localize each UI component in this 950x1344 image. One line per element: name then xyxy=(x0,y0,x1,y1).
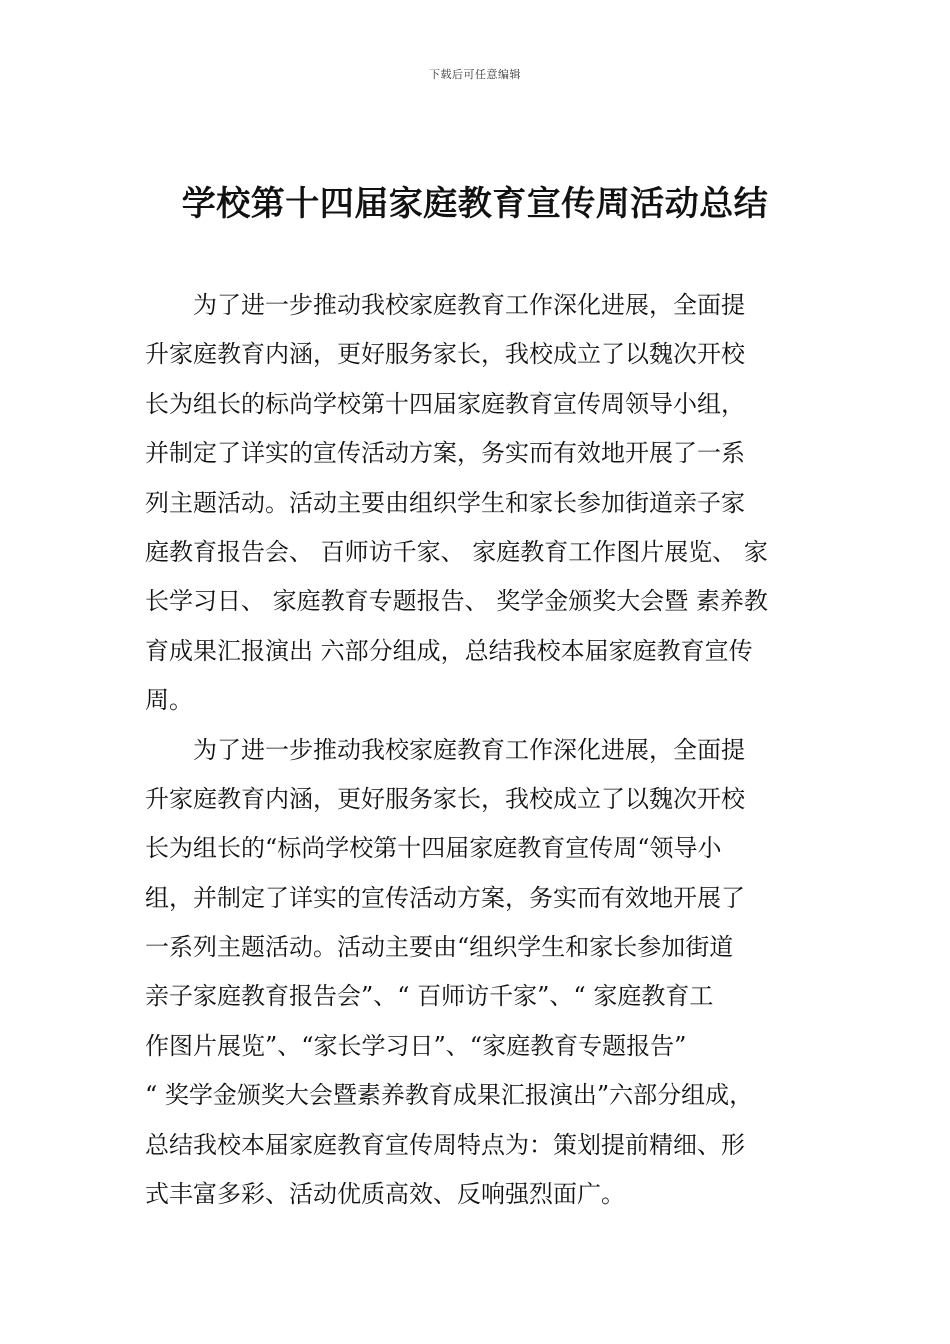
paragraph-1-line: 升家庭教育内涵，更好服务家长，我校成立了以魏次开校 xyxy=(145,340,745,369)
paragraph-2-line: 长为组长的“标尚学校第十四届家庭教育宣传周“领导小 xyxy=(145,834,722,863)
paragraph-2-line: 组，并制定了详实的宣传活动方案，务实而有效地开展了 xyxy=(145,883,745,912)
paragraph-1-line: 周。 xyxy=(145,686,193,715)
paragraph-1-line: 庭教育报告会、 百师访千家、 家庭教育工作图片展览、 家 xyxy=(145,537,768,566)
paragraph-2-line: 一系列主题活动。活动主要由“组织学生和家长参加街道 xyxy=(145,933,734,962)
paragraph-2-line: “ 奖学金颁奖大会暨素养教育成果汇报演出”六部分组成， xyxy=(145,1081,754,1110)
paragraph-2-line: 式丰富多彩、活动优质高效、反响强烈面广。 xyxy=(145,1180,625,1209)
paragraph-2-line: 为了进一步推动我校家庭教育工作深化进展，全面提 xyxy=(193,735,745,764)
paragraph-1-line: 列主题活动。活动主要由组织学生和家长参加街道亲子家 xyxy=(145,488,745,517)
document-body xyxy=(145,281,815,1219)
paragraph-1-line: 育成果汇报演出 六部分组成，总结我校本届家庭教育宣传 xyxy=(145,636,753,665)
paragraph-1-line: 为了进一步推动我校家庭教育工作深化进展，全面提 xyxy=(193,291,745,319)
header-note: 下载后可任意编辑 xyxy=(429,68,521,81)
paragraph-2 xyxy=(145,726,815,1220)
paragraph-2-line: 升家庭教育内涵，更好服务家长，我校成立了以魏次开校 xyxy=(145,784,745,813)
paragraph-1 xyxy=(145,281,815,726)
paragraph-1-line: 长为组长的标尚学校第十四届家庭教育宣传周领导小组， xyxy=(145,389,745,418)
paragraph-1-line: 长学习日、 家庭教育专题报告、 奖学金颁奖大会暨 素养教 xyxy=(145,587,768,616)
paragraph-1-line: 并制定了详实的宣传活动方案，务实而有效地开展了一系 xyxy=(145,439,745,468)
paragraph-2-line: 总结我校本届家庭教育宣传周特点为：策划提前精细、形 xyxy=(145,1130,745,1159)
paragraph-2-line: 作图片展览”、“家长学习日”、“家庭教育专题报告” xyxy=(145,1031,687,1060)
paragraph-2-line: 亲子家庭教育报告会”、“ 百师访千家”、“ 家庭教育工 xyxy=(145,982,714,1011)
document-title: 学校第十四届家庭教育宣传周活动总结 xyxy=(181,184,769,224)
